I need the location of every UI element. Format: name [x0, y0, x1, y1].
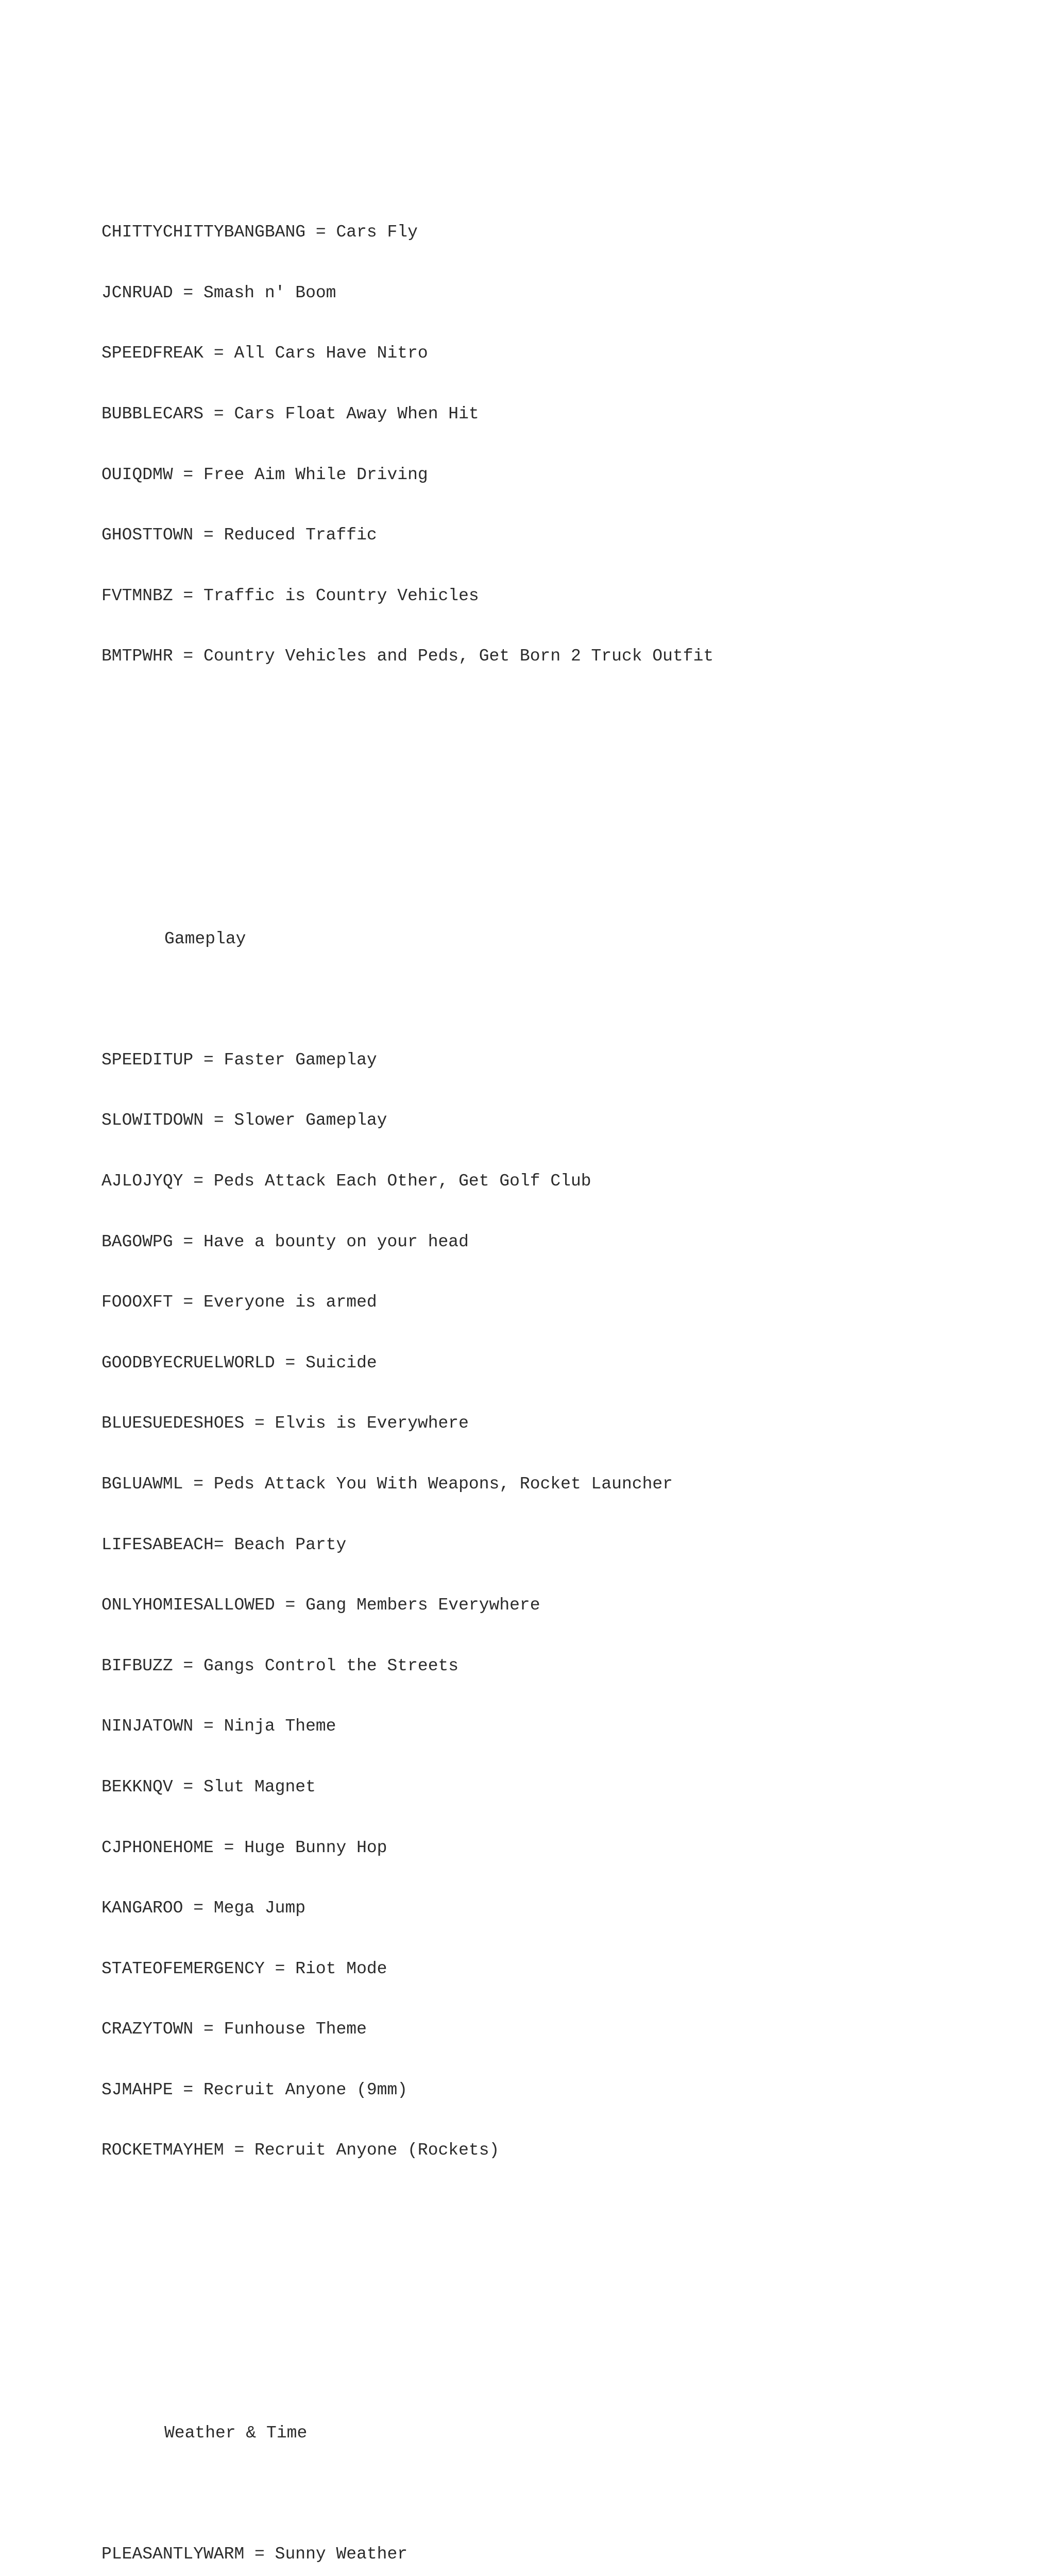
section-heading: Gameplay [101, 929, 1029, 949]
cheat-line: SPEEDFREAK = All Cars Have Nitro [101, 343, 1029, 363]
cheat-line: CJPHONEHOME = Huge Bunny Hop [101, 1838, 1029, 1858]
cheat-line: ROCKETMAYHEM = Recruit Anyone (Rockets) [101, 2140, 1029, 2160]
cheat-line: SPEEDITUP = Faster Gameplay [101, 1050, 1029, 1070]
cheat-line: NINJATOWN = Ninja Theme [101, 1716, 1029, 1736]
cheat-line: SJMAHPE = Recruit Anyone (9mm) [101, 2080, 1029, 2100]
cheat-line: BIFBUZZ = Gangs Control the Streets [101, 1656, 1029, 1676]
cheat-line: CHITTYCHITTYBANGBANG = Cars Fly [101, 222, 1029, 242]
heading-spacer [101, 2484, 1029, 2504]
section-spacer [101, 2262, 1029, 2302]
cheat-line: CRAZYTOWN = Funhouse Theme [101, 2019, 1029, 2039]
section-vehicles [101, 182, 1029, 707]
cheat-line: AJLOJYQY = Peds Attack Each Other, Get Golf Club [101, 1171, 1029, 1191]
cheat-line: BEKKNQV = Slut Magnet [101, 1777, 1029, 1797]
heading-spacer [101, 989, 1029, 1009]
section-weather-time [101, 2383, 1029, 2576]
cheat-line: FVTMNBZ = Traffic is Country Vehicles [101, 586, 1029, 606]
cheat-line: STATEOFEMERGENCY = Riot Mode [101, 1959, 1029, 1979]
cheat-line: ONLYHOMIESALLOWED = Gang Members Everywhere [101, 1595, 1029, 1615]
section-heading: Weather & Time [101, 2423, 1029, 2443]
section-gameplay [101, 888, 1029, 2201]
cheat-line: LIFESABEACH= Beach Party [101, 1535, 1029, 1555]
cheat-line: KANGAROO = Mega Jump [101, 1898, 1029, 1918]
cheat-code-list [101, 101, 1029, 2576]
cheat-line: BUBBLECARS = Cars Float Away When Hit [101, 404, 1029, 424]
cheat-line: FOOOXFT = Everyone is armed [101, 1292, 1029, 1312]
cheat-line: OUIQDMW = Free Aim While Driving [101, 465, 1029, 485]
cheat-line: GHOSTTOWN = Reduced Traffic [101, 525, 1029, 545]
cheat-line: BAGOWPG = Have a bounty on your head [101, 1232, 1029, 1252]
cheat-line: PLEASANTLYWARM = Sunny Weather [101, 2544, 1029, 2564]
cheat-line: BMTPWHR = Country Vehicles and Peds, Get Born 2 Truck Outfit [101, 646, 1029, 666]
cheat-line: SLOWITDOWN = Slower Gameplay [101, 1110, 1029, 1130]
cheat-line: GOODBYECRUELWORLD = Suicide [101, 1353, 1029, 1373]
cheat-line: BGLUAWML = Peds Attack You With Weapons, Rocket Launcher [101, 1474, 1029, 1494]
section-spacer [101, 768, 1029, 808]
cheat-line: JCNRUAD = Smash n' Boom [101, 283, 1029, 303]
cheat-line: BLUESUEDESHOES = Elvis is Everywhere [101, 1413, 1029, 1433]
